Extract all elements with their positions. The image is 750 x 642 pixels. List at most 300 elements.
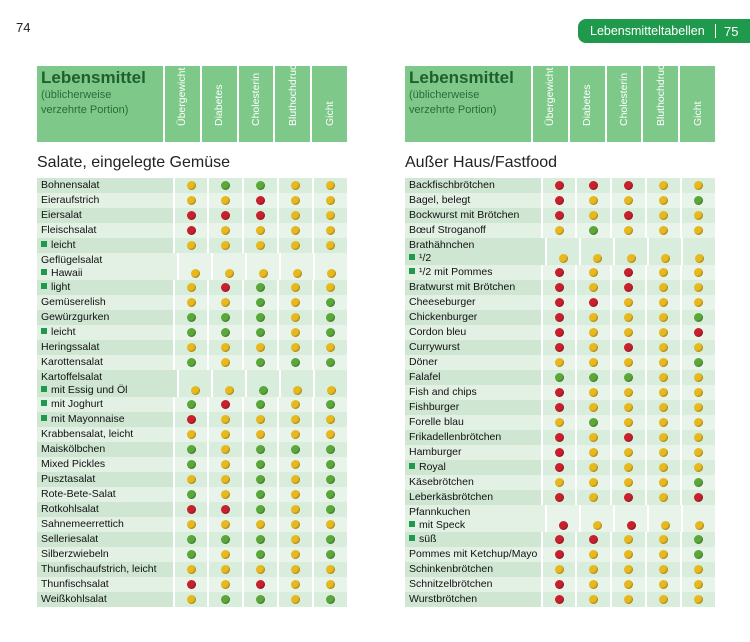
rating-cell [242,223,277,238]
food-label [405,577,541,592]
rating-dot-yellow-icon [187,595,196,604]
food-label [37,310,173,325]
table-row [37,517,347,532]
food-name-text: Cordon bleu [409,326,467,338]
rating-dot-yellow-icon [694,448,703,457]
rating-dot-green-icon [326,400,335,409]
header-subtitle-1: (üblicherweise [409,89,480,101]
rating-cell [541,532,576,547]
rating-dot-yellow-icon [694,403,703,412]
rating-dot-yellow-icon [659,478,668,487]
rating-dot-green-icon [326,490,335,499]
food-label [405,460,541,475]
rating-cell [312,412,347,427]
food-label [37,547,173,562]
rating-dot-yellow-icon [694,211,703,220]
rating-cell [680,475,715,490]
rating-dot-yellow-icon [187,520,196,529]
rating-dot-yellow-icon [187,241,196,250]
table-row [405,592,715,607]
table-row [37,442,347,457]
rating-dot-green-icon [221,181,230,190]
rating-dot-red-icon [187,505,196,514]
rating-cell [610,445,645,460]
table-row [37,397,347,412]
rating-cell [610,490,645,505]
rating-cell [207,223,242,238]
food-name-text: Bœuf Stroganoff [409,224,486,236]
rating-cell [277,427,312,442]
rating-cell [575,547,610,562]
rating-dot-red-icon [555,403,564,412]
food-name [409,355,541,370]
col-header-diabetes: Diabetes [568,66,605,142]
table-row [405,385,715,400]
food-label [405,223,541,238]
rating-dot-green-icon [187,400,196,409]
col-header-diabetes: Diabetes [200,66,237,142]
bullet-icon [409,521,415,527]
food-name-text: Wurstbrötchen [409,593,478,605]
rating-cell [575,400,610,415]
rating-cell [680,592,715,607]
rating-cell [680,193,715,208]
food-name [41,577,173,592]
rating-dot-yellow-icon [326,211,335,220]
rating-dot-yellow-icon [694,580,703,589]
food-name-text: Gewürzgurken [41,311,110,323]
rating-cell [173,577,208,592]
rating-dot-yellow-icon [326,196,335,205]
food-name-text: Chickenburger [409,311,478,323]
rating-cell [277,532,312,547]
rating-cell [242,592,277,607]
rating-dot-red-icon [624,181,633,190]
rating-dot-red-icon [694,328,703,337]
food-name [41,472,173,487]
header-food-cell [37,66,163,142]
food-name-text: Bockwurst mit Brötchen [409,209,520,221]
rating-dot-yellow-icon [589,565,598,574]
food-name-text: Döner [409,356,438,368]
rating-dot-yellow-icon [624,580,633,589]
rating-cell [575,592,610,607]
bullet-icon [409,254,415,260]
rating-dot-yellow-icon [225,269,234,278]
food-label [405,340,541,355]
rating-cell [242,532,277,547]
table-row [405,355,715,370]
rating-cell [680,310,715,325]
rating-dot-green-icon [694,358,703,367]
food-name-text: Rotkohlsalat [41,503,99,515]
rating-dot-yellow-icon [624,535,633,544]
rating-cell [207,397,242,412]
rating-dot-red-icon [624,433,633,442]
rating-cell [173,238,208,253]
rating-dot-yellow-icon [589,268,598,277]
rating-dot-yellow-icon [624,478,633,487]
food-name [41,238,173,253]
col-header-uebergewicht: Übergewicht [163,66,200,142]
rating-cell [541,577,576,592]
food-name-text: leicht [51,239,76,251]
rating-cell [645,547,680,562]
rating-cell [312,223,347,238]
rating-cell [177,370,211,397]
food-name-text: Heringssalat [41,341,100,353]
rating-cell [541,460,576,475]
food-label [37,208,173,223]
rating-dot-yellow-icon [221,490,230,499]
rating-cell [645,385,680,400]
rating-cell [173,457,208,472]
rating-dot-yellow-icon [221,520,230,529]
rating-dot-yellow-icon [593,521,602,530]
rating-cell [610,325,645,340]
rating-cell [645,370,680,385]
food-name [409,370,541,385]
rating-cell [680,280,715,295]
rating-cell [541,325,576,340]
table-row [37,223,347,238]
table-row [405,325,715,340]
rating-dot-yellow-icon [659,535,668,544]
rating-dot-red-icon [555,463,564,472]
rating-cell [277,193,312,208]
food-label [405,475,541,490]
food-name-text: Thunfischsalat [41,578,109,590]
rating-cell [242,340,277,355]
rating-dot-green-icon [694,535,703,544]
rating-dot-yellow-icon [694,595,703,604]
food-variant [41,384,177,397]
rating-dot-yellow-icon [326,430,335,439]
rating-cell [645,310,680,325]
food-label [405,370,541,385]
rating-dot-green-icon [694,550,703,559]
food-name [41,532,173,547]
rating-cell [575,445,610,460]
food-name [409,208,541,223]
rating-dot-yellow-icon [256,415,265,424]
food-name [41,325,173,340]
rating-cell [647,505,681,532]
rating-cell [680,562,715,577]
food-label [405,265,541,280]
food-name-text: Bratwurst mit Brötchen [409,281,516,293]
rating-dot-yellow-icon [589,463,598,472]
rating-dot-red-icon [624,211,633,220]
rating-dot-yellow-icon [589,328,598,337]
food-name-text: Geflügelsalat [41,254,103,266]
rating-dot-yellow-icon [221,475,230,484]
chapter-header-tab [578,19,750,43]
rating-cell [173,412,208,427]
rating-dot-yellow-icon [589,358,598,367]
rating-dot-yellow-icon [624,565,633,574]
rating-cell [207,427,242,442]
left-table [37,59,347,607]
rating-cell [541,370,576,385]
food-name-text: Eieraufstrich [41,194,100,206]
rating-cell [277,562,312,577]
food-name-text: Bohnensalat [41,179,100,191]
food-name-text: light [51,281,71,293]
rating-dot-green-icon [187,490,196,499]
rating-dot-green-icon [221,313,230,322]
rating-cell [279,253,313,280]
food-name [41,371,177,384]
rating-cell [545,505,579,532]
rating-cell [575,178,610,193]
table-row [37,193,347,208]
rating-cell [242,547,277,562]
rating-cell [211,370,245,397]
rating-cell [579,238,613,265]
food-label [405,505,545,532]
header-divider [715,24,716,38]
table-row [405,577,715,592]
food-name [41,592,173,607]
rating-cell [610,340,645,355]
table-row [405,460,715,475]
rating-dot-green-icon [694,196,703,205]
rating-dot-green-icon [326,358,335,367]
rating-dot-green-icon [326,595,335,604]
rating-cell [541,562,576,577]
rating-cell [277,223,312,238]
rating-dot-yellow-icon [221,241,230,250]
rating-cell [610,208,645,223]
table-row [37,280,347,295]
rating-dot-red-icon [221,211,230,220]
rating-dot-green-icon [256,595,265,604]
rating-dot-yellow-icon [256,343,265,352]
rating-dot-yellow-icon [555,418,564,427]
table-row [405,430,715,445]
rating-dot-green-icon [694,478,703,487]
rating-dot-red-icon [694,493,703,502]
table-header [405,59,715,142]
rating-cell [541,400,576,415]
rating-cell [242,577,277,592]
header-title: Lebensmittel [409,68,514,87]
rating-dot-yellow-icon [589,313,598,322]
rating-cell [242,562,277,577]
rating-cell [645,280,680,295]
rating-cell [575,223,610,238]
food-label [405,430,541,445]
rating-cell [312,562,347,577]
rating-dot-yellow-icon [624,463,633,472]
rating-cell [277,577,312,592]
rating-dot-yellow-icon [661,254,670,263]
rating-dot-green-icon [256,490,265,499]
rating-dot-red-icon [555,388,564,397]
rating-dot-yellow-icon [627,254,636,263]
rating-cell [173,427,208,442]
rating-cell [610,265,645,280]
rating-cell [541,280,576,295]
rating-dot-yellow-icon [589,550,598,559]
rating-cell [207,208,242,223]
rating-dot-green-icon [291,358,300,367]
header-subtitle-2: verzehrte Portion) [41,104,129,116]
rating-dot-yellow-icon [659,358,668,367]
rating-cell [575,532,610,547]
rating-dot-yellow-icon [291,475,300,484]
rating-dot-yellow-icon [256,241,265,250]
rating-dot-red-icon [256,580,265,589]
rating-dot-yellow-icon [187,343,196,352]
rating-cell [277,295,312,310]
rating-dot-yellow-icon [291,328,300,337]
rating-dot-yellow-icon [624,196,633,205]
rating-dot-yellow-icon [221,358,230,367]
rating-dot-red-icon [187,580,196,589]
rating-cell [610,562,645,577]
food-label [405,532,541,547]
rating-cell [645,340,680,355]
rating-dot-yellow-icon [694,418,703,427]
rating-dot-green-icon [187,460,196,469]
rating-dot-yellow-icon [256,430,265,439]
food-name-text: Käsebrötchen [409,476,474,488]
table-row [37,577,347,592]
rating-cell [242,517,277,532]
rating-cell [207,412,242,427]
food-name [409,193,541,208]
food-name [41,193,173,208]
rating-dot-green-icon [256,445,265,454]
rating-cell [242,325,277,340]
table-row [405,415,715,430]
rating-cell [313,370,347,397]
rating-dot-green-icon [589,226,598,235]
rating-cell [173,178,208,193]
rating-cell [242,295,277,310]
rating-dot-yellow-icon [291,550,300,559]
food-name [409,400,541,415]
rating-dot-yellow-icon [589,211,598,220]
rating-cell [312,340,347,355]
rating-dot-green-icon [326,328,335,337]
rating-dot-yellow-icon [291,196,300,205]
bullet-icon [409,268,415,274]
rating-dot-green-icon [256,283,265,292]
rating-dot-yellow-icon [191,386,200,395]
rating-cell [645,295,680,310]
rating-dot-yellow-icon [589,388,598,397]
table-row [405,547,715,562]
rating-cell [680,340,715,355]
rating-dot-green-icon [624,373,633,382]
food-label [37,532,173,547]
rating-cell [173,562,208,577]
rating-cell [610,475,645,490]
rating-dot-yellow-icon [694,433,703,442]
table-row [405,238,715,265]
rating-cell [277,340,312,355]
rating-dot-red-icon [555,313,564,322]
food-name-text: Royal [419,461,446,473]
food-label [37,427,173,442]
food-name-text: Schinkenbrötchen [409,563,494,575]
rating-cell [541,415,576,430]
food-name-text: Falafel [409,371,441,383]
rating-cell [575,490,610,505]
rating-cell [173,502,208,517]
food-name [409,295,541,310]
rating-cell [610,385,645,400]
rating-cell [242,427,277,442]
rating-dot-red-icon [187,415,196,424]
rating-dot-yellow-icon [291,298,300,307]
table-body [37,178,347,607]
rating-dot-yellow-icon [291,520,300,529]
food-name [409,592,541,607]
rating-dot-green-icon [187,535,196,544]
rating-cell [541,265,576,280]
table-row [405,178,715,193]
rating-cell [173,280,208,295]
food-label [405,325,541,340]
rating-cell [541,592,576,607]
rating-dot-green-icon [291,445,300,454]
bullet-icon [41,269,47,275]
rating-cell [173,517,208,532]
rating-dot-yellow-icon [187,181,196,190]
rating-cell [173,208,208,223]
bullet-icon [41,400,47,406]
food-name [41,397,173,412]
table-row [37,502,347,517]
food-name [409,460,541,475]
rating-dot-yellow-icon [694,181,703,190]
rating-dot-red-icon [624,343,633,352]
rating-cell [242,193,277,208]
rating-cell [173,193,208,208]
rating-cell [541,208,576,223]
rating-cell [277,442,312,457]
rating-cell [207,472,242,487]
rating-dot-yellow-icon [221,415,230,424]
food-name-text: Hamburger [409,446,462,458]
rating-dot-yellow-icon [659,403,668,412]
rating-cell [610,592,645,607]
food-name-text: Weißkohlsalat [41,593,107,605]
rating-cell [610,310,645,325]
food-name [409,577,541,592]
food-name-text: Brathähnchen [409,239,475,251]
food-name-text: Karottensalat [41,356,103,368]
rating-dot-yellow-icon [694,298,703,307]
rating-cell [277,547,312,562]
rating-dot-yellow-icon [327,269,336,278]
food-name [409,562,541,577]
rating-dot-yellow-icon [326,520,335,529]
rating-dot-yellow-icon [291,595,300,604]
table-row [37,427,347,442]
food-name [41,547,173,562]
col-header-uebergewicht: Übergewicht [531,66,568,142]
food-name-text: Fleischsalat [41,224,97,236]
food-name-text: Eiersalat [41,209,82,221]
rating-cell [207,562,242,577]
rating-cell [613,238,647,265]
rating-dot-yellow-icon [624,403,633,412]
